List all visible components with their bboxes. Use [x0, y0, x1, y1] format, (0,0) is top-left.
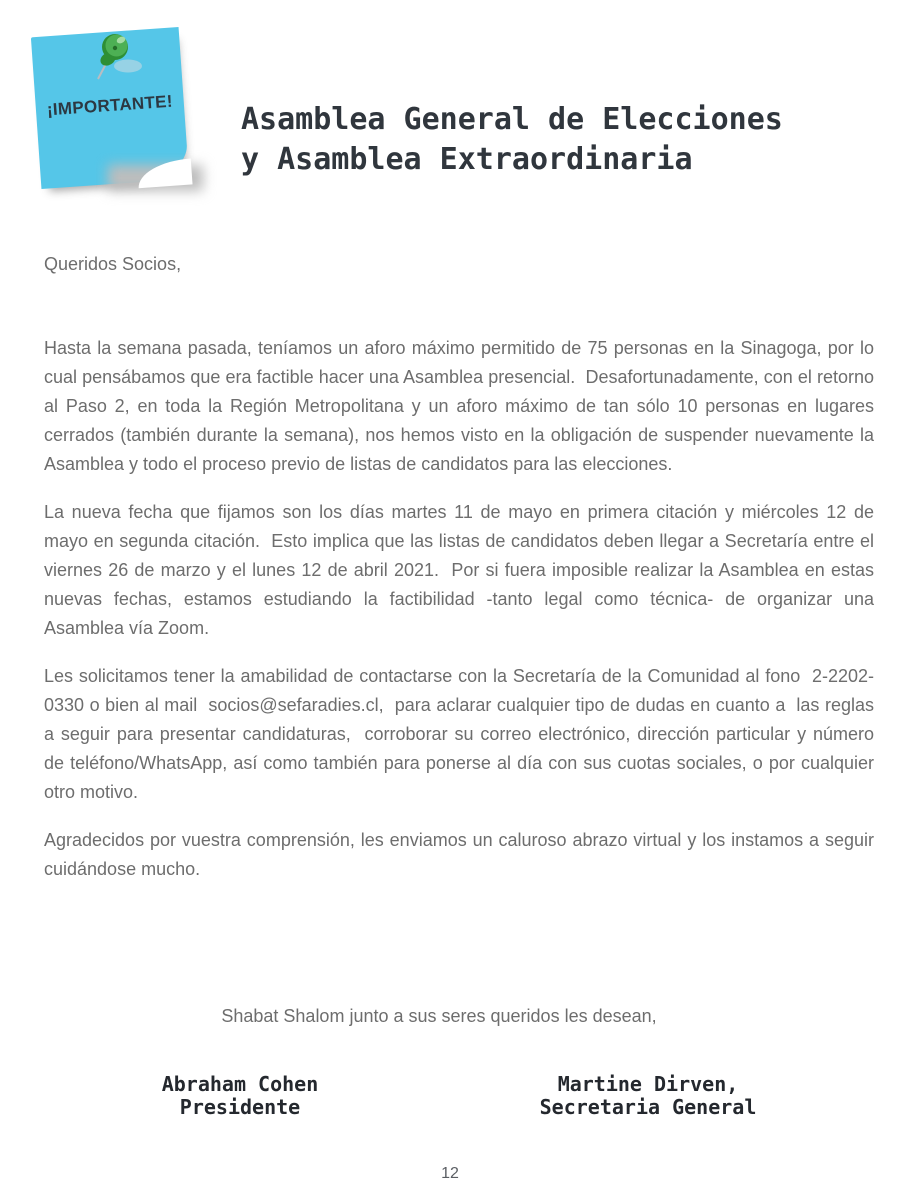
header — [0, 0, 918, 212]
signature-role: Presidente — [179, 1095, 301, 1119]
signature-block-president — [90, 1073, 390, 1119]
signature-role: Secretaria General — [539, 1095, 757, 1119]
pushpin-icon — [88, 26, 148, 106]
paragraph-3: Les solicitamos tener la amabilidad de contactarse con la Secretaría de la Comunidad al fono 2-2202-0330 o bien al mail socios@sefaradies.cl, para aclarar cualquier tipo de dudas en cuanto a las reglas a seguir para presentar candidaturas, corroborar su correo electrónico, dirección particular y número de teléfono/WhatsApp, así como también para ponerse al día con sus cuotas sociales, o por cualquier otro motivo. — [44, 666, 880, 802]
signature-name: Abraham Cohen — [161, 1072, 319, 1096]
page-title-line-1: Asamblea General de Elecciones — [241, 102, 783, 137]
signature-block-secretary — [498, 1073, 798, 1119]
signatures-row — [44, 1073, 874, 1119]
letter-body — [44, 250, 880, 1188]
salutation: Queridos Socios, — [44, 254, 182, 274]
paragraph-2: La nueva fecha que fijamos son los días martes 11 de mayo en primera citación y miércoles 12 de mayo en segunda citación. Esto implica que las listas de candidatos deben llegar a Secretaría entre el viernes 26 de marzo y el lunes 12 de abril 2021. Por si fuera imposible realizar la Asamblea en estas nuevas fechas, estamos estudiando la factibilidad -tanto legal como técnica- de organizar una Asamblea vía Zoom. — [44, 502, 880, 638]
closing-line: Shabat Shalom junto a sus seres queridos les desean, — [221, 1006, 657, 1026]
page-title-line-2: y Asamblea Extraordinaria — [241, 142, 693, 177]
page-title — [241, 100, 783, 180]
paragraph-4: Agradecidos por vuestra comprensión, les enviamos un caluroso abrazo virtual y los instamos a seguir cuidándose mucho. — [44, 830, 880, 879]
important-label: ¡IMPORTANTE! — [46, 91, 174, 120]
page-number: 12 — [441, 1165, 459, 1182]
signature-name: Martine Dirven, — [557, 1072, 739, 1096]
paragraph-1: Hasta la semana pasada, teníamos un aforo máximo permitido de 75 personas en la Sinagoga, por lo cual pensábamos que era factible hacer una Asamblea presencial. Desafortunadamente, con el retorno al Paso 2, en toda la Región Metropolitana y un aforo máximo de tan sólo 10 personas en lugares cerrados (también durante la semana), nos hemos visto en la obligación de suspender nuevamente la Asamblea y todo el proceso previo de listas de candidatos para las elecciones. — [44, 338, 880, 474]
